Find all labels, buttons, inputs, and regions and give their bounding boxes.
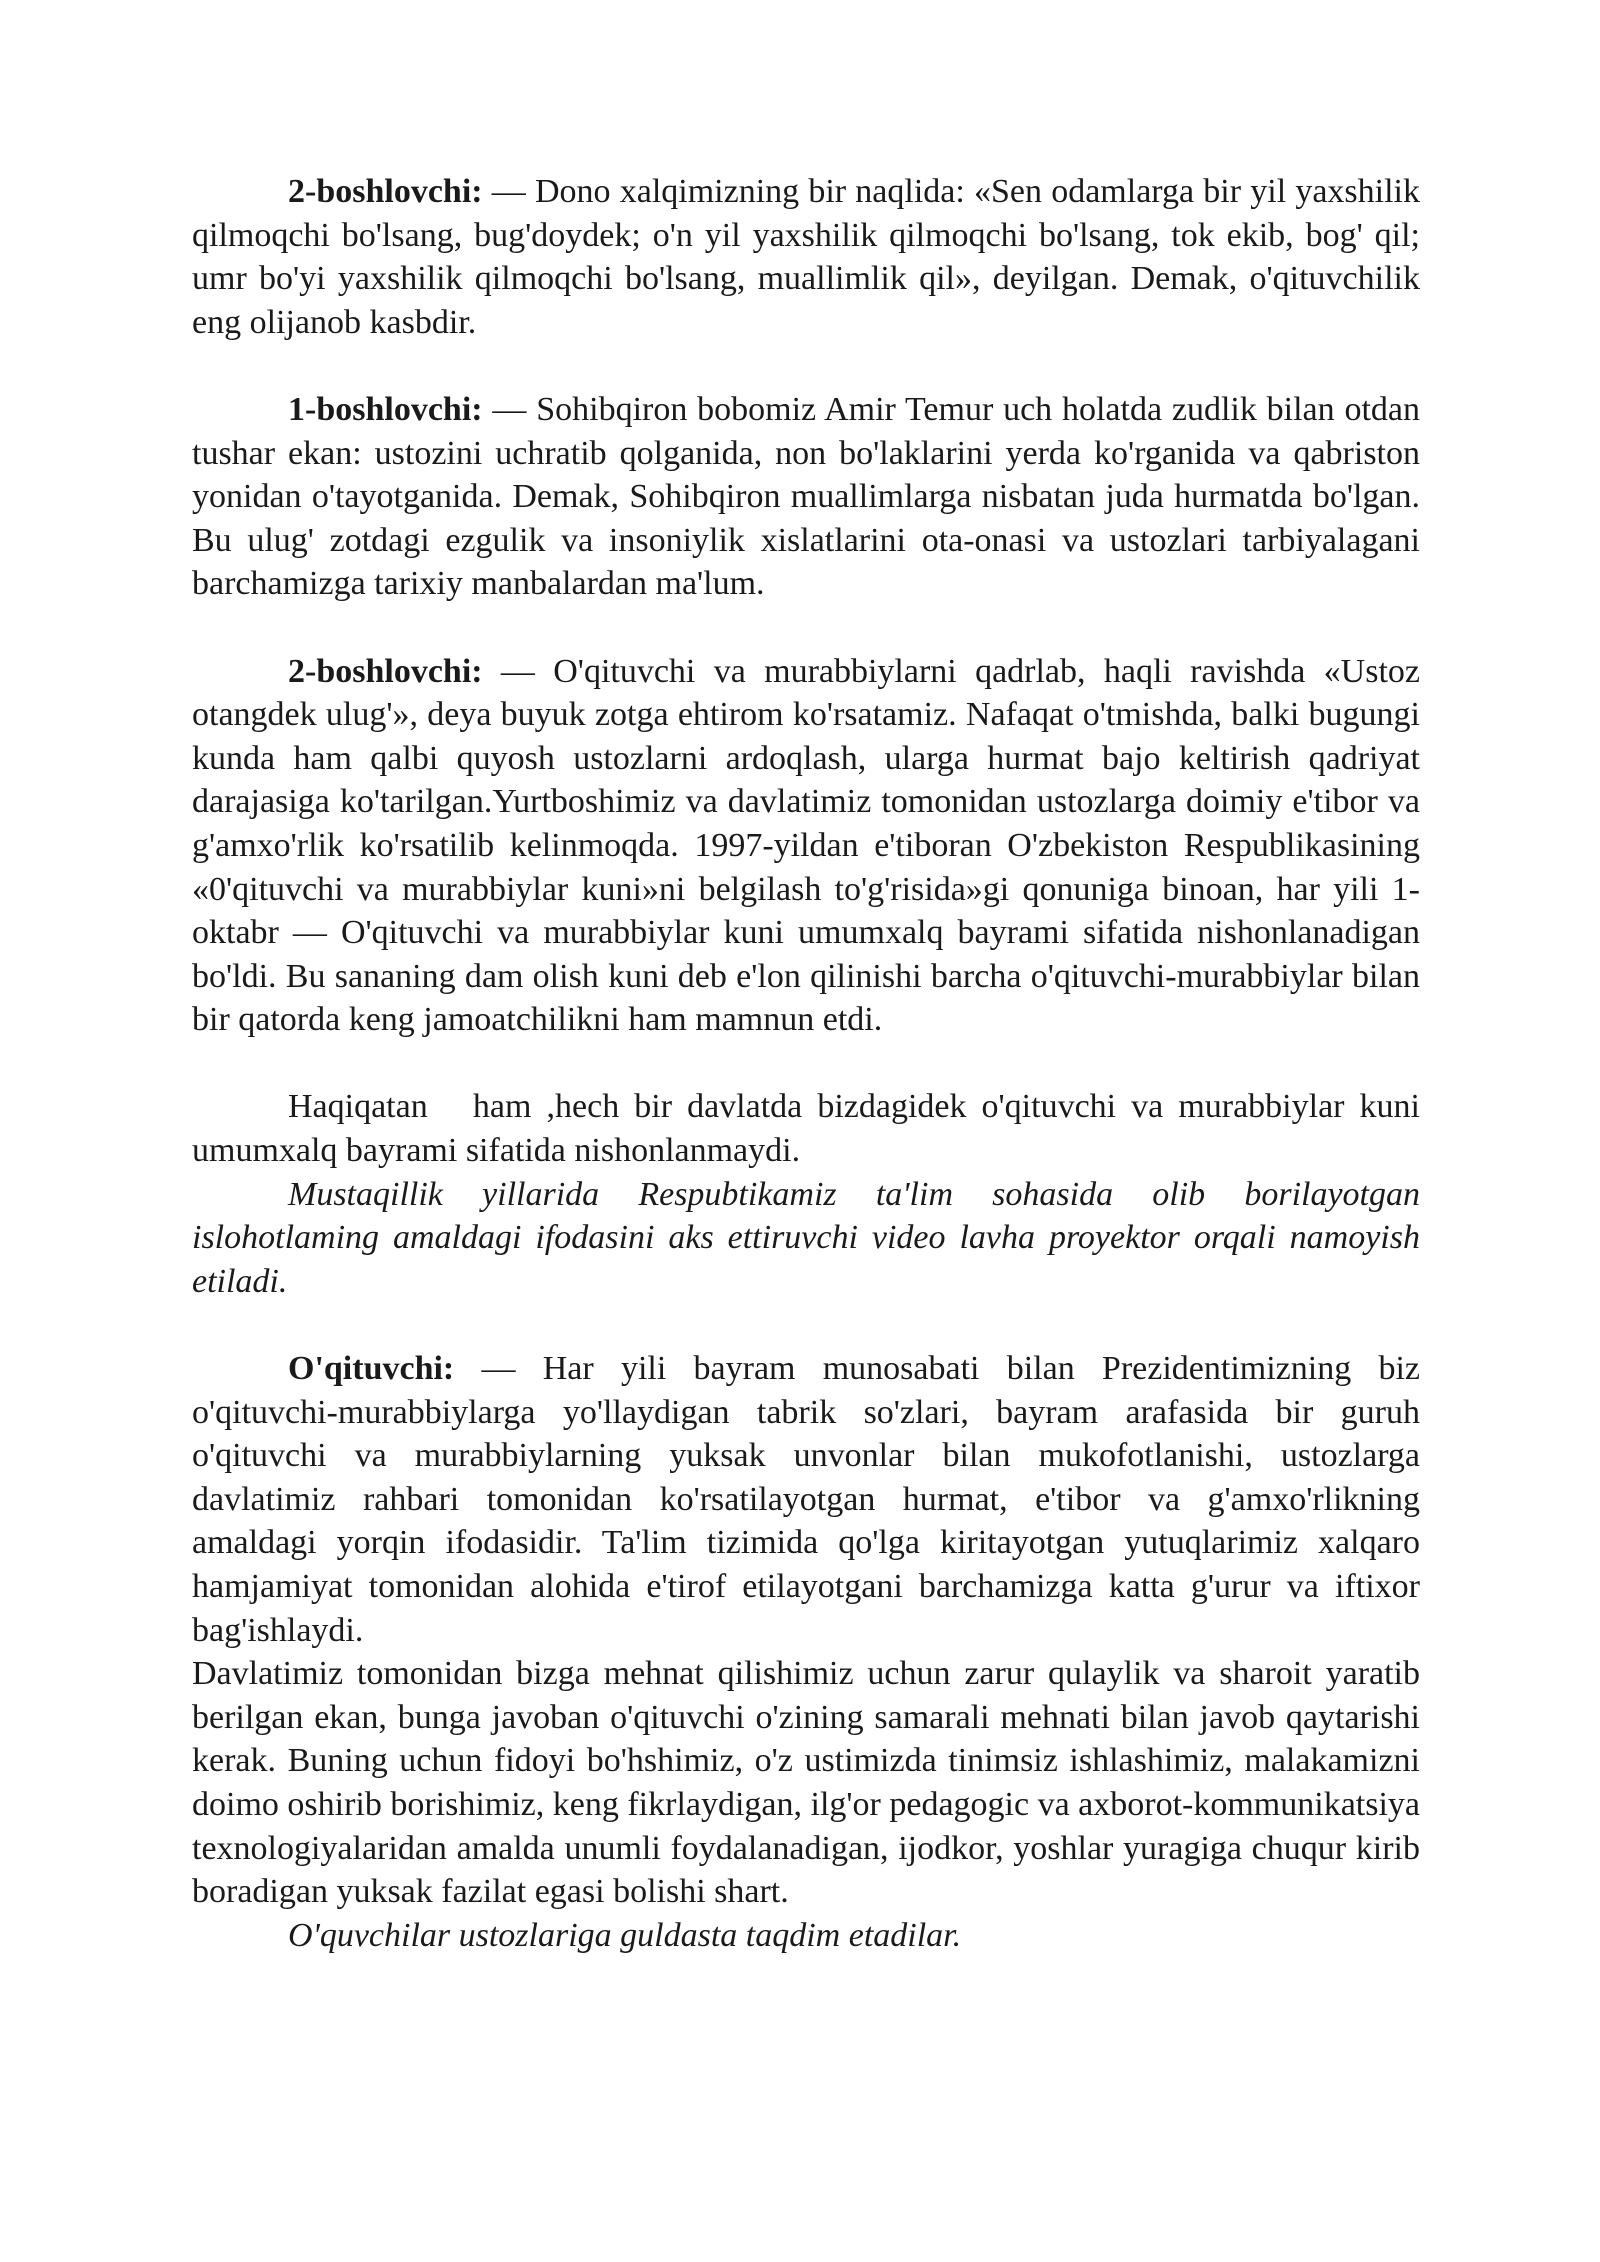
paragraph-text: — Dono xalqimizning bir naqlida: «Sen odamlarga bir yil yaxshilik qilmoqchi bo'lsang, bug'doydek; o'n yil yaxshilik qilmoqchi bo'lsang, tok ekib, bog' qil; umr bo'yi yaxshilik qilmoqchi bo'lsang, muallimlik qil», deyilgan. Demak, o'qituvchilik eng olijanob kasbdir. [192, 173, 1420, 341]
document-page [192, 170, 1429, 1957]
paragraph-host2-teachers-day [192, 650, 1420, 1042]
paragraph-text: Davlatimiz tomonidan bizga mehnat qilishimiz uchun zarur qulaylik va sharoit yaratib berilgan ekan, bunga javoban o'qituvchi o'zining samarali mehnati bilan javob qaytarishi kerak. Buning uchun fidoyi bo'hshimiz, o'z ustimizda tinimsiz ishlashimiz, malakamizni doimo oshirib borishimiz, keng fikrlaydigan, ilg'or pedagogic va axborot-kommunikatsiya texnologiyalaridan amalda unumli foydalanadigan, ijodkor, yoshlar yuragiga chuqur kirib boradigan yuksak fazilat egasi bolishi shart. [192, 1655, 1421, 1911]
paragraph-host2-intro [192, 170, 1420, 344]
paragraph-text: — Har yili bayram munosabati bilan Prezidentimizning biz o'qituvchi-murabbiylarga yo'llaydigan tabrik so'zlari, bayram arafasida bir guruh o'qituvchi va murabbiylarning yuksak unvonlar bilan mukofotlanishi, ustozlarga davlatimiz rahbari tomonidan ko'rsatilayotgan hurmat, e'tibor va g'amxo'rlikning amaldagi yorqin ifodasidir. Ta'lim tizimida qo'lga kiritayotgan yutuqlarimiz xalqaro hamjamiyat tomonidan alohida e'tirof etilayotgani barchamizga katta g'urur va iftixor bag'ishlaydi. [192, 1350, 1420, 1649]
speaker-label: 2-boshlovchi: [288, 173, 483, 210]
paragraph-text: — O'qituvchi va murabbiylarni qadrlab, haqli ravishda «Ustoz otangdek ulug'», deya buyuk zotga ehtirom ko'rsatamiz. Nafaqat o'tmishda, balki bugungi kunda ham qalbi quyosh ustozlarni ardoqlash, ularga hurmat bajo keltirish qadriyat darajasiga ko'tarilgan.Yurtboshimiz va davlatimiz tomonidan ustozlarga doimiy e'tibor va g'amxo'rlik ko'rsatilib kelinmoqda. 1997-yildan e'tiboran O'zbekiston Respublikasining «0'qituvchi va murabbiylar kuni»ni belgilash to'g'risida»gi qonuniga binoan, har yili 1-oktabr — O'qituvchi va murabbiylar kuni umumxalq bayrami sifatida nishonlanadigan bo'ldi. Bu sananing dam olish kuni deb e'lon qilinishi barcha o'qituvchi-murabbiylar bilan bir qatorda keng jamoatchilikni ham mamnun etdi. [192, 652, 1420, 1039]
paragraph-host1-amir-temur [192, 388, 1420, 606]
speaker-label: 1-boshlovchi: [288, 390, 483, 428]
speaker-label: 2-boshlovchi: [288, 652, 483, 690]
paragraph-text: O'quvchilar ustozlariga guldasta taqdim etadilar. [288, 1916, 962, 1954]
speaker-label: O'qituvchi: [288, 1350, 455, 1388]
paragraph-text: Mustaqillik yillarida Respubtikamiz ta'lim sohasida olib borilayotgan islohotlaming amaldagi ifodasini aks ettiruvchi video lavha proyektor orqali namoyish etiladi. [192, 1175, 1420, 1300]
paragraph-teacher-speech [192, 1347, 1420, 1652]
paragraph-haqiqatan [192, 1085, 1429, 1172]
stage-direction-flowers [192, 1914, 1420, 1958]
paragraph-davlatimiz [192, 1652, 1420, 1914]
paragraph-text: — Sohibqiron bobomiz Amir Temur uch holatda zudlik bilan otdan tushar ekan: ustozini uchratib qolganida, non bo'laklarini yerda ko'rganida va qabriston yonidan o'tayotganida. Demak, Sohibqiron muallimlarga nisbatan juda hurmatda bo'lgan. Bu ulug' zotdagi ezgulik va insoniylik xislatlarini ota-onasi va ustozlari tarbiyalagani barchamizga tarixiy manbalardan ma'lum. [192, 390, 1420, 603]
stage-direction-video [192, 1173, 1420, 1304]
paragraph-text: Haqiqatan ham ,hech bir davlatda bizdagidek o'qituvchi va murabbiylar kuni umumxalq bayrami sifatida nishonlanmaydi. [192, 1088, 1429, 1170]
